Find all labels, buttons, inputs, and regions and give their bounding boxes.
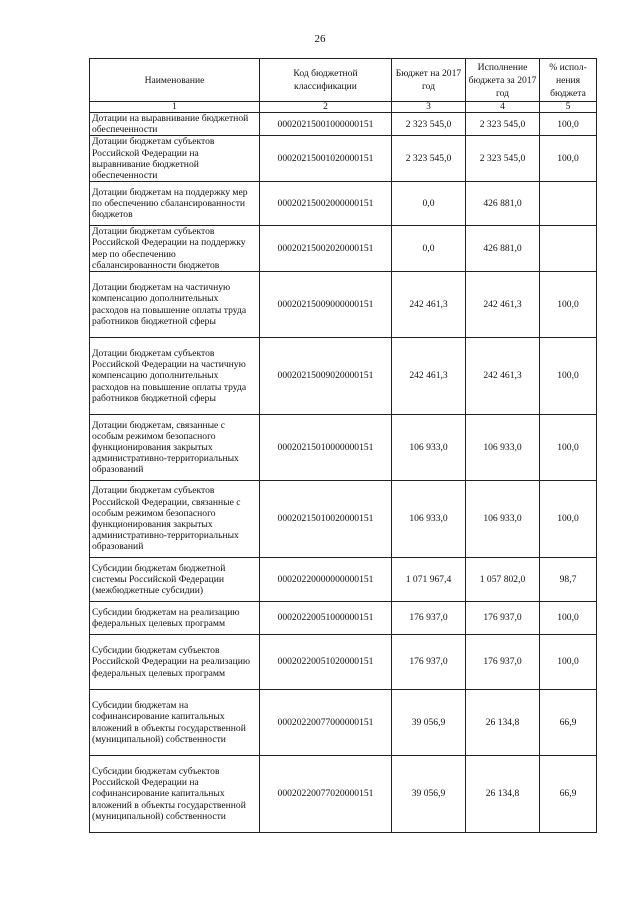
name-cell: Дотации на выравнивание бюджетной обеспеченности [90, 113, 260, 136]
page-number: 26 [314, 33, 326, 45]
table-row [90, 690, 597, 756]
table-row [90, 182, 597, 226]
budget-cell: 1 071 967,4 [392, 558, 466, 602]
col-number: 3 [392, 102, 466, 113]
col-header-code: Код бюджетной классификации [260, 59, 392, 102]
table-row [90, 113, 597, 136]
percent-cell: 100,0 [540, 602, 597, 635]
execution-cell: 106 933,0 [466, 415, 540, 481]
budget-cell: 106 933,0 [392, 415, 466, 481]
execution-cell: 106 933,0 [466, 481, 540, 558]
budget-cell: 0,0 [392, 182, 466, 226]
col-header-percent: % испол-нения бюджета [540, 59, 597, 102]
name-cell: Дотации бюджетам субъектов Российской Федерации на частичную компенсацию дополнительных расходов на повышение оплаты труда работников бюджетной сферы [90, 338, 260, 415]
budget-cell: 2 323 545,0 [392, 136, 466, 182]
execution-cell: 426 881,0 [466, 226, 540, 272]
percent-cell: 100,0 [540, 415, 597, 481]
col-number: 2 [260, 102, 392, 113]
execution-cell: 26 134,8 [466, 756, 540, 833]
table-row [90, 415, 597, 481]
col-header-name: Наименование [90, 59, 260, 102]
percent-cell: 100,0 [540, 272, 597, 338]
table-body [90, 113, 597, 833]
col-number: 4 [466, 102, 540, 113]
column-number-row [90, 102, 597, 113]
percent-cell [540, 182, 597, 226]
execution-cell: 426 881,0 [466, 182, 540, 226]
name-cell: Субсидии бюджетам бюджетной системы Российской Федерации (межбюджетные субсидии) [90, 558, 260, 602]
name-cell: Дотации бюджетам субъектов Российской Федерации на поддержку мер по обеспечению сбалансированности бюджетов [90, 226, 260, 272]
execution-cell: 2 323 545,0 [466, 113, 540, 136]
percent-cell: 100,0 [540, 113, 597, 136]
execution-cell: 242 461,3 [466, 338, 540, 415]
name-cell: Дотации бюджетам субъектов Российской Федерации, связанные с особым режимом безопасного функционирования закрытых административно-территориальных образований [90, 481, 260, 558]
code-cell: 00020215002000000151 [260, 182, 392, 226]
code-cell: 00020215010020000151 [260, 481, 392, 558]
percent-cell: 98,7 [540, 558, 597, 602]
execution-cell: 2 323 545,0 [466, 136, 540, 182]
name-cell: Дотации бюджетам субъектов Российской Федерации на выравнивание бюджетной обеспеченности [90, 136, 260, 182]
name-cell: Дотации бюджетам, связанные с особым режимом безопасного функционирования закрытых административно-территориальных образований [90, 415, 260, 481]
budget-cell: 176 937,0 [392, 635, 466, 690]
col-number: 5 [540, 102, 597, 113]
budget-cell: 39 056,9 [392, 690, 466, 756]
budget-cell: 176 937,0 [392, 602, 466, 635]
execution-cell: 176 937,0 [466, 602, 540, 635]
percent-cell: 100,0 [540, 338, 597, 415]
name-cell: Субсидии бюджетам субъектов Российской Федерации на реализацию федеральных целевых программ [90, 635, 260, 690]
col-number: 1 [90, 102, 260, 113]
table-row [90, 602, 597, 635]
percent-cell: 66,9 [540, 756, 597, 833]
percent-cell: 100,0 [540, 481, 597, 558]
code-cell: 00020220051000000151 [260, 602, 392, 635]
table-row [90, 226, 597, 272]
table-row [90, 635, 597, 690]
code-cell: 00020215002020000151 [260, 226, 392, 272]
code-cell: 00020215010000000151 [260, 415, 392, 481]
table-row [90, 338, 597, 415]
execution-cell: 1 057 802,0 [466, 558, 540, 602]
execution-cell: 242 461,3 [466, 272, 540, 338]
code-cell: 00020220000000000151 [260, 558, 392, 602]
budget-cell: 39 056,9 [392, 756, 466, 833]
execution-cell: 26 134,8 [466, 690, 540, 756]
budget-cell: 242 461,3 [392, 272, 466, 338]
code-cell: 00020215001000000151 [260, 113, 392, 136]
budget-cell: 106 933,0 [392, 481, 466, 558]
name-cell: Субсидии бюджетам субъектов Российской Федерации на софинансирование капитальных вложений в объекты государственной (муниципальной) собственности [90, 756, 260, 833]
table-row [90, 481, 597, 558]
table-row [90, 272, 597, 338]
table-header-row [90, 59, 597, 102]
code-cell: 00020215009020000151 [260, 338, 392, 415]
execution-cell: 176 937,0 [466, 635, 540, 690]
table-row [90, 558, 597, 602]
budget-cell: 0,0 [392, 226, 466, 272]
table-row [90, 136, 597, 182]
percent-cell [540, 226, 597, 272]
name-cell: Субсидии бюджетам на софинансирование капитальных вложений в объекты государственной (муниципальной) собственности [90, 690, 260, 756]
name-cell: Субсидии бюджетам на реализацию федеральных целевых программ [90, 602, 260, 635]
code-cell: 00020220051020000151 [260, 635, 392, 690]
budget-cell: 2 323 545,0 [392, 113, 466, 136]
name-cell: Дотации бюджетам на поддержку мер по обеспечению сбалансированности бюджетов [90, 182, 260, 226]
code-cell: 00020215001020000151 [260, 136, 392, 182]
table-row [90, 756, 597, 833]
percent-cell: 100,0 [540, 635, 597, 690]
code-cell: 00020220077000000151 [260, 690, 392, 756]
percent-cell: 66,9 [540, 690, 597, 756]
percent-cell: 100,0 [540, 136, 597, 182]
budget-cell: 242 461,3 [392, 338, 466, 415]
col-header-budget: Бюджет на 2017 год [392, 59, 466, 102]
col-header-execution: Исполнение бюджета за 2017 год [466, 59, 540, 102]
budget-execution-table [89, 58, 597, 833]
code-cell: 00020220077020000151 [260, 756, 392, 833]
name-cell: Дотации бюджетам на частичную компенсацию дополнительных расходов на повышение оплаты труда работников бюджетной сферы [90, 272, 260, 338]
code-cell: 00020215009000000151 [260, 272, 392, 338]
